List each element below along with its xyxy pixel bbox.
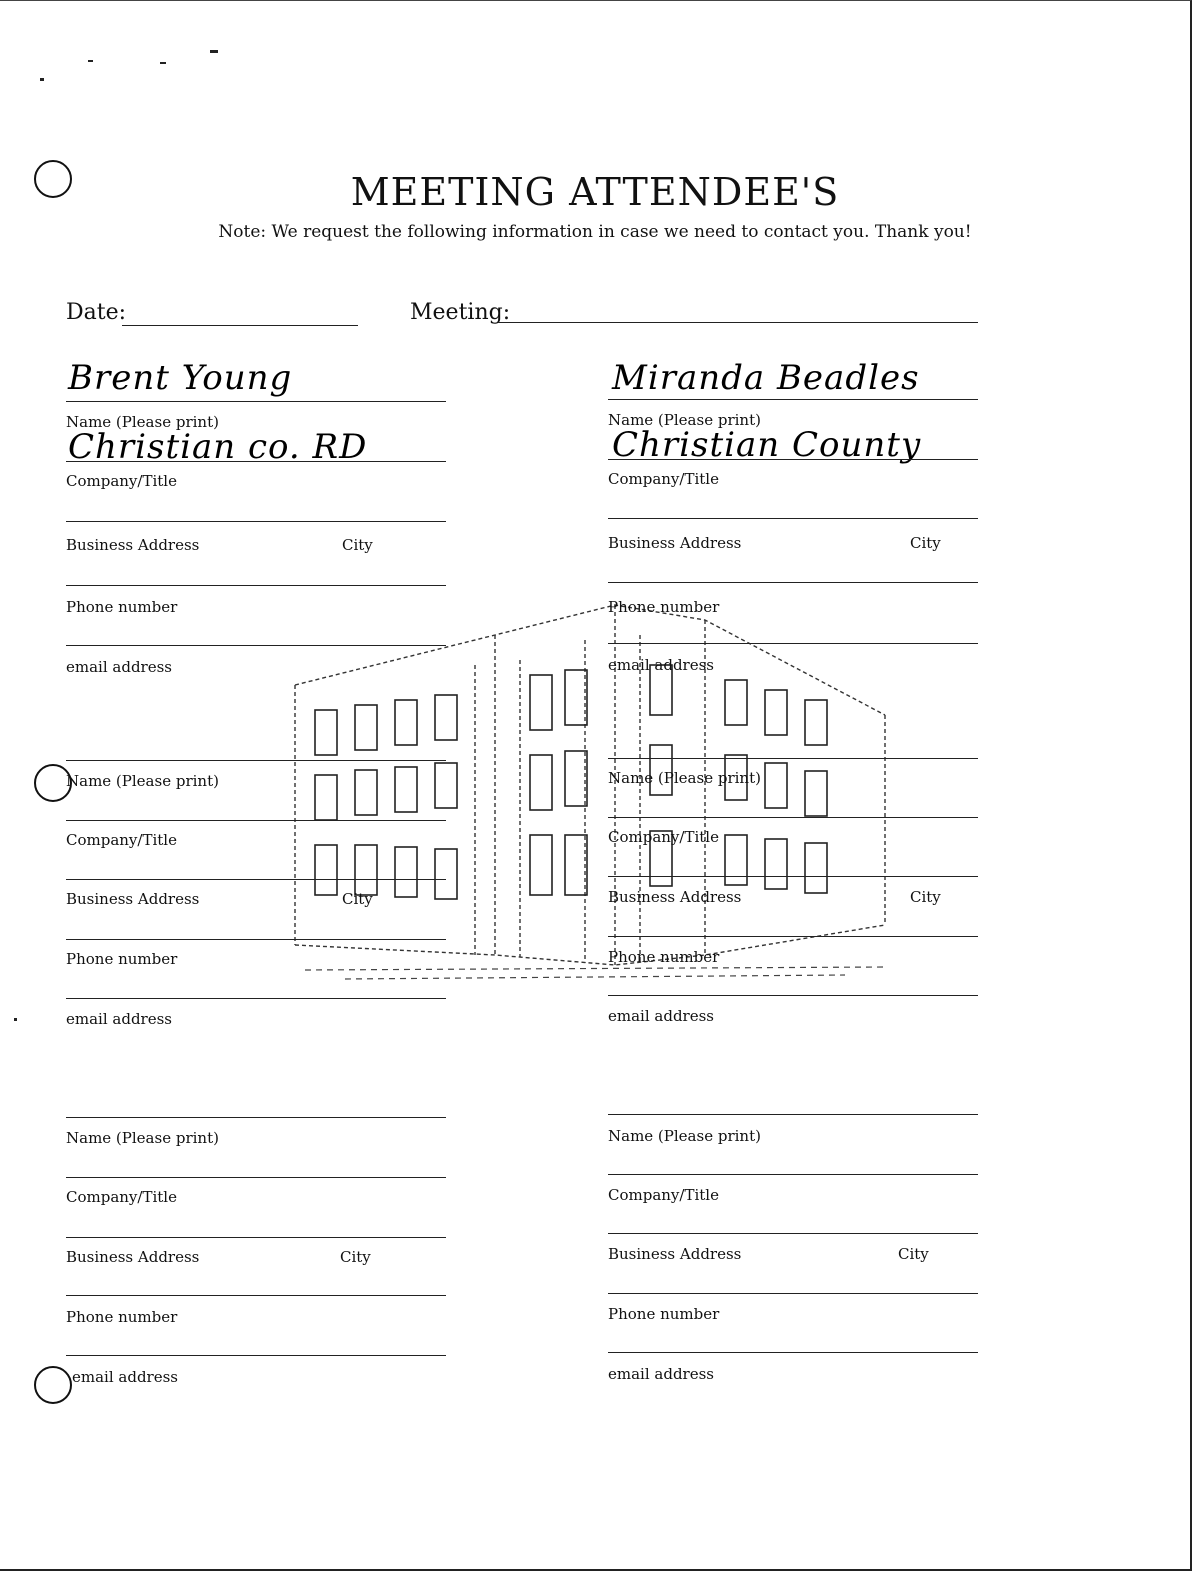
attendee-3-name-label: Name (Please print) (66, 772, 219, 790)
attendee-3-company-label: Company/Title (66, 831, 177, 849)
attendee-6-address-label: Business Address (608, 1245, 742, 1263)
courthouse-illustration (285, 595, 900, 985)
attendee-2-address-label: Business Address (608, 534, 742, 552)
attendee-6-email-line[interactable] (608, 1352, 978, 1353)
scan-speck (88, 60, 93, 62)
attendee-1-city-label: City (342, 536, 373, 554)
attendee-3-email-line[interactable] (66, 998, 446, 999)
attendee-6-name-label: Name (Please print) (608, 1127, 761, 1145)
scan-speck (160, 62, 166, 64)
attendee-5-phone-line[interactable] (66, 1295, 446, 1296)
attendee-1-email-label: email address (66, 658, 172, 676)
attendee-1-name-label: Name (Please print) (66, 413, 219, 431)
attendee-6-email-label: email address (608, 1365, 714, 1383)
attendee-4-address-label: Business Address (608, 888, 742, 906)
attendee-2-company-value: Christian County (612, 425, 922, 465)
attendee-2-company-label: Company/Title (608, 470, 719, 488)
attendee-5-name-label: Name (Please print) (66, 1129, 219, 1147)
attendee-2-city-label: City (910, 534, 941, 552)
attendee-3-address-line[interactable] (66, 879, 446, 880)
attendee-3-address-label: Business Address (66, 890, 200, 908)
attendee-4-city-label: City (910, 888, 941, 906)
attendee-1-name-value: Brent Young (68, 358, 293, 398)
attendee-3-email-label: email address (66, 1010, 172, 1028)
attendee-1-address-line[interactable] (66, 521, 446, 522)
punch-hole-icon (34, 1366, 72, 1404)
attendee-2-phone-label: Phone number (608, 598, 720, 616)
attendee-2-company-line[interactable] (608, 459, 978, 460)
attendee-2-email-line[interactable] (608, 643, 978, 644)
attendee-4-phone-label: Phone number (608, 948, 720, 966)
attendee-2-name-line[interactable] (608, 399, 978, 400)
attendee-6-phone-label: Phone number (608, 1305, 720, 1323)
attendee-5-company-line[interactable] (66, 1177, 446, 1178)
attendee-1-company-value: Christian co. RD (68, 427, 368, 467)
attendee-4-name-label: Name (Please print) (608, 769, 761, 787)
attendee-2-name-value: Miranda Beadles (612, 358, 920, 398)
date-field[interactable] (122, 325, 358, 326)
attendee-3-city-label: City (342, 890, 373, 908)
meeting-label: Meeting: (410, 300, 511, 325)
attendee-5-email-label: email address (72, 1368, 178, 1386)
attendee-2-phone-line[interactable] (608, 582, 978, 583)
attendee-5-address-label: Business Address (66, 1248, 200, 1266)
attendee-4-company-line[interactable] (608, 817, 978, 818)
note-text: Note: We request the following information in case we need to contact you. Thank you! (218, 222, 972, 242)
attendee-1-phone-label: Phone number (66, 598, 178, 616)
attendee-3-phone-line[interactable] (66, 939, 446, 940)
attendee-6-name-line[interactable] (608, 1114, 978, 1115)
attendee-2-email-label: email address (608, 656, 714, 674)
meeting-field[interactable] (498, 322, 978, 323)
attendee-4-email-line[interactable] (608, 995, 978, 996)
attendee-6-address-line[interactable] (608, 1233, 978, 1234)
attendee-5-name-line[interactable] (66, 1117, 446, 1118)
attendee-5-city-label: City (340, 1248, 371, 1266)
attendee-5-phone-label: Phone number (66, 1308, 178, 1326)
attendee-1-company-label: Company/Title (66, 472, 177, 490)
attendee-6-city-label: City (898, 1245, 929, 1263)
attendee-1-address-label: Business Address (66, 536, 200, 554)
attendee-4-company-label: Company/Title (608, 828, 719, 846)
attendee-2-address-line[interactable] (608, 518, 978, 519)
attendee-2-name-label: Name (Please print) (608, 411, 761, 429)
attendee-1-company-line[interactable] (66, 461, 446, 462)
attendee-6-company-line[interactable] (608, 1174, 978, 1175)
attendee-4-name-line[interactable] (608, 758, 978, 759)
attendee-3-name-line[interactable] (66, 760, 446, 761)
attendee-1-phone-line[interactable] (66, 585, 446, 586)
scan-speck (210, 50, 218, 53)
attendee-5-email-line[interactable] (66, 1355, 446, 1356)
attendee-4-email-label: email address (608, 1007, 714, 1025)
scan-speck (14, 1018, 17, 1021)
attendee-3-company-line[interactable] (66, 820, 446, 821)
attendee-4-phone-line[interactable] (608, 936, 978, 937)
attendee-5-address-line[interactable] (66, 1237, 446, 1238)
attendee-5-company-label: Company/Title (66, 1188, 177, 1206)
attendee-6-company-label: Company/Title (608, 1186, 719, 1204)
attendee-4-address-line[interactable] (608, 876, 978, 877)
attendee-1-name-line[interactable] (66, 401, 446, 402)
date-label: Date: (66, 300, 127, 325)
page-title: MEETING ATTENDEE'S (350, 170, 840, 214)
attendee-6-phone-line[interactable] (608, 1293, 978, 1294)
attendee-3-phone-label: Phone number (66, 950, 178, 968)
attendee-1-email-line[interactable] (66, 645, 446, 646)
scan-speck (40, 78, 44, 81)
